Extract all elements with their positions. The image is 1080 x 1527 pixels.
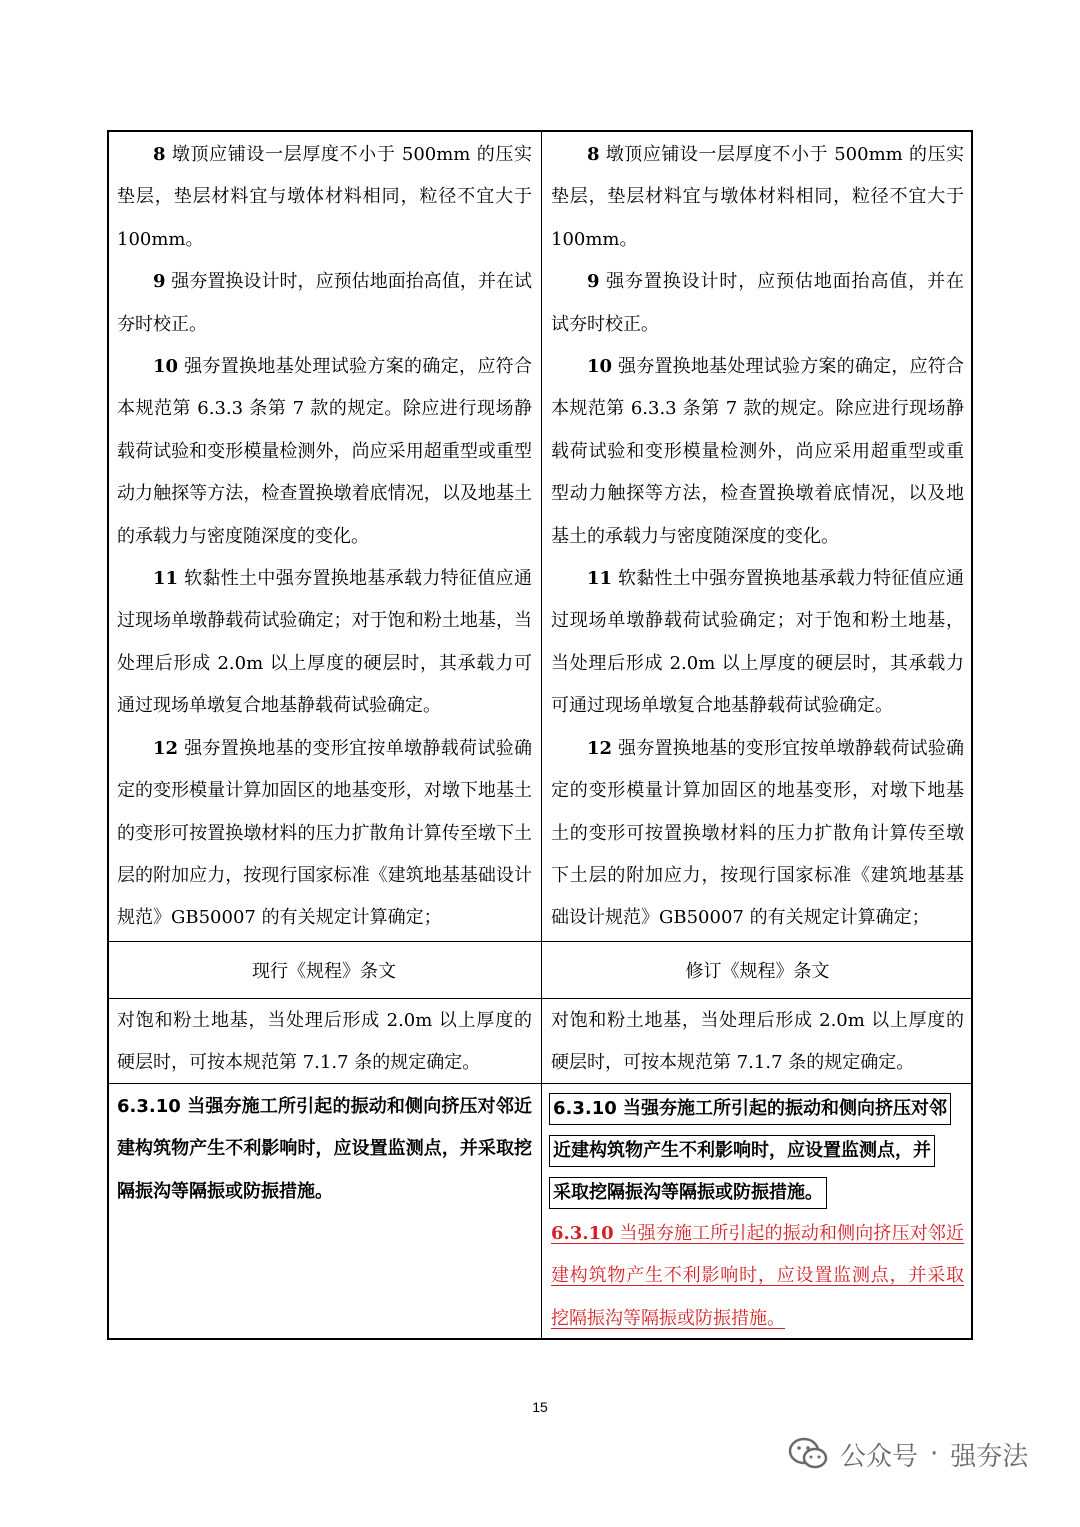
- right-top-cell: [551, 134, 964, 940]
- column-divider: [541, 130, 542, 1340]
- item-number: 12: [153, 737, 179, 759]
- item-number: 10: [587, 356, 613, 378]
- left-clause-6310: [117, 1086, 532, 1213]
- left-item-8: 8 墩顶应铺设一层厚度不小于 500mm 的压实垫层，垫层材料宜与墩体材料相同，粒径不宜大于 100mm。: [117, 144, 532, 250]
- header-current: 现行《规程》条文: [252, 961, 396, 982]
- right-continued-cell: [551, 1000, 964, 1085]
- right-clause-6310-inserted: [551, 1213, 964, 1340]
- header-bottom-rule: [107, 998, 973, 999]
- watermark-dot: ·: [930, 1439, 939, 1469]
- watermark-name: 强夯法: [950, 1441, 1029, 1472]
- item-number: 9: [587, 271, 600, 293]
- item-number: 10: [153, 356, 179, 378]
- clause-number: 6.3.10: [551, 1223, 614, 1244]
- watermark: [788, 1434, 1028, 1474]
- deleted-line-3: 采取挖隔振沟等隔振或防振措施。: [549, 1177, 827, 1209]
- right-item-12: 12 强夯置换地基的变形宜按单墩静载荷试验确定的变形模量计算加固区的地基变形，对墩下地基土的变形可按置换墩材料的压力扩散角计算传至墩下土层的附加应力，按现行国家标准《建筑地基基础设计规范》GB50007 的有关规定计算确定；: [551, 737, 964, 929]
- left-item-11: 11 软黏性土中强夯置换地基承载力特征值应通过现场单墩静载荷试验确定；对于饱和粉土地基，当处理后形成 2.0m 以上厚度的硬层时，其承载力可通过现场单墩复合地基静载荷试验确定。: [117, 568, 532, 717]
- header-revised: 修订《规程》条文: [685, 961, 830, 982]
- right-item-8: 8 墩顶应铺设一层厚度不小于 500mm 的压实垫层，垫层材料宜与墩体材料相同，粒径不宜大于 100mm。: [551, 144, 964, 250]
- right-continued-text: 对饱和粉土地基，当处理后形成 2.0m 以上厚度的硬层时，可按本规范第 7.1.7 条的规定确定。: [551, 1010, 964, 1074]
- left-top-cell: [117, 134, 532, 940]
- right-item-9: 9 强夯置换设计时，应预估地面抬高值，并在试夯时校正。: [551, 271, 964, 335]
- deleted-line-2: 近建构筑物产生不利影响时，应设置监测点，并: [549, 1135, 935, 1167]
- left-continued-text: 对饱和粉土地基，当处理后形成 2.0m 以上厚度的硬层时，可按本规范第 7.1.7 条的规定确定。: [117, 1010, 532, 1074]
- left-item-9: 9 强夯置换设计时，应预估地面抬高值，并在试夯时校正。: [117, 271, 532, 335]
- right-item-10: 10 强夯置换地基处理试验方案的确定，应符合本规范第 6.3.3 条第 7 款的规定。除应进行现场静载荷试验和变形模量检测外，尚应采用超重型或重型动力触探等方法，检查置换墩着底情况，以及地基土的承载力与密度随深度的变化。: [551, 356, 964, 547]
- right-clause-6310-deleted: [549, 1093, 967, 1219]
- inserted-clause-text: 6.3.10 当强夯施工所引起的振动和侧向挤压对邻近建构筑物产生不利影响时，应设置监测点，并采取挖隔振沟等隔振或防振措施。: [551, 1223, 964, 1329]
- item-number: 8: [587, 144, 600, 165]
- page-number: 15: [532, 1399, 548, 1415]
- wechat-icon: [788, 1436, 828, 1472]
- left-item-12: 12 强夯置换地基的变形宜按单墩静载荷试验确定的变形模量计算加固区的地基变形，对墩下地基土的变形可按置换墩材料的压力扩散角计算传至墩下土层的附加应力，按现行国家标准《建筑地基基础设计规范》GB50007 的有关规定计算确定；: [117, 737, 532, 929]
- left-item-10: 10 强夯置换地基处理试验方案的确定，应符合本规范第 6.3.3 条第 7 款的规定。除应进行现场静载荷试验和变形模量检测外，尚应采用超重型或重型动力触探等方法，检查置换墩着底情况，以及地基土的承载力与密度随深度的变化。: [117, 356, 532, 547]
- deleted-line-1: 6.3.10 当强夯施工所引起的振动和侧向挤压对邻: [549, 1093, 951, 1125]
- right-item-11: 11 软黏性土中强夯置换地基承载力特征值应通过现场单墩静载荷试验确定；对于饱和粉土地基，当处理后形成 2.0m 以上厚度的硬层时，其承载力可通过现场单墩复合地基静载荷试验确定。: [551, 568, 964, 717]
- item-number: 11: [587, 568, 613, 590]
- item-number: 12: [587, 737, 613, 759]
- item-number: 8: [153, 144, 166, 165]
- item-number: 9: [153, 271, 166, 293]
- left-continued-cell: [117, 1000, 532, 1085]
- left-clause-6310-text: 6.3.10 当强夯施工所引起的振动和侧向挤压对邻近建构筑物产生不利影响时，应设置监测点，并采取挖隔振沟等隔振或防振措施。: [117, 1096, 532, 1202]
- watermark-prefix: 公众号: [840, 1441, 919, 1472]
- item-number: 11: [153, 568, 179, 590]
